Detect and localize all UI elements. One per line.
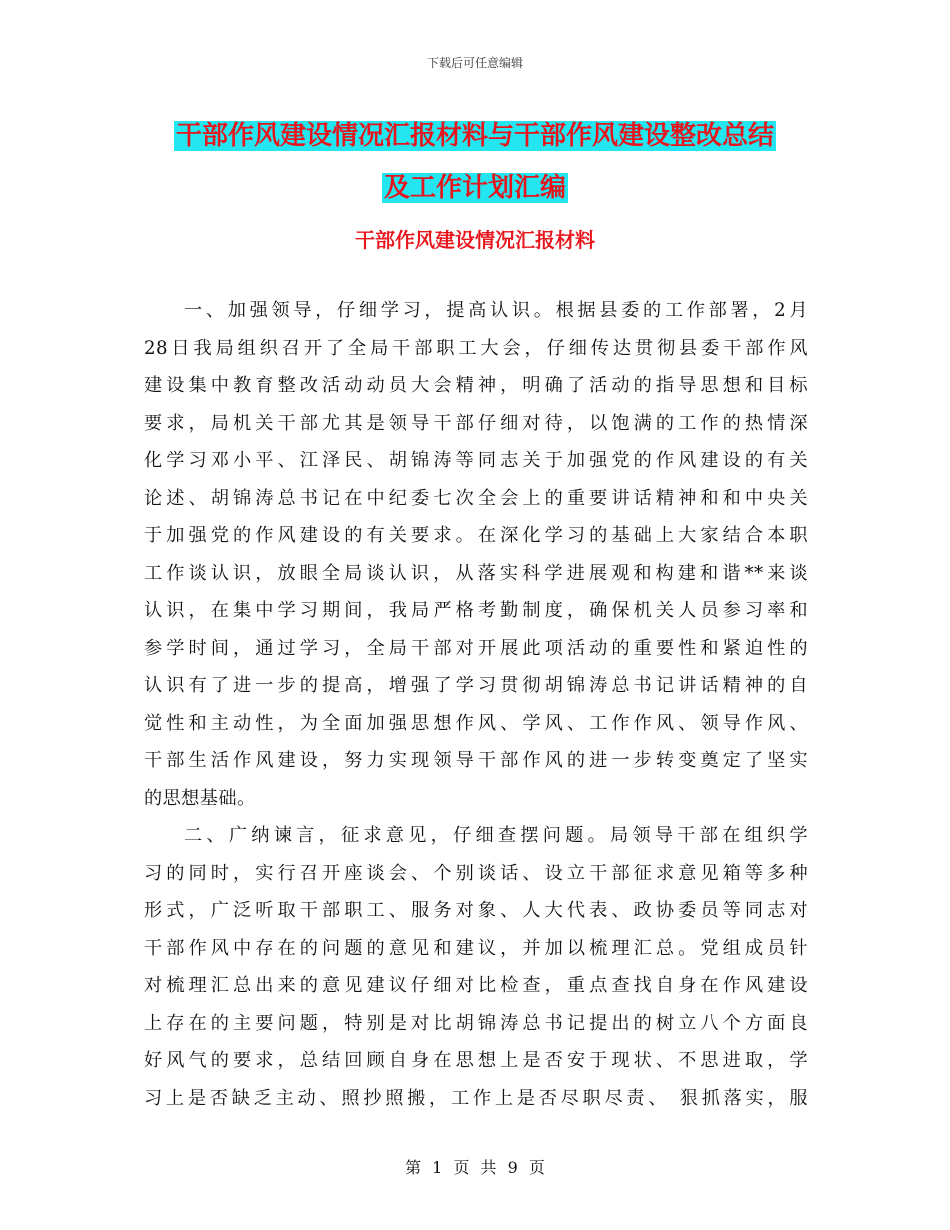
body-line: 28日我局组织召开了全局干部职工大会，仔细传达贯彻县委干部作风 <box>144 337 808 359</box>
body-line: 要求，局机关干部尤其是领导干部仔细对待，以饱满的工作的热情深 <box>144 412 808 434</box>
document-title <box>0 110 950 214</box>
body-line: 上存在的主要问题，特别是对比胡锦涛总书记提出的树立八个方面良 <box>144 1012 808 1034</box>
body-line: 工作谈认识，放眼全局谈认识，从落实科学进展观和构建和谐**来谈 <box>144 562 808 584</box>
body-line: 的思想基础。 <box>144 787 256 809</box>
section-title: 干部作风建设情况汇报材料 <box>355 228 595 252</box>
body-line: 于加强党的作风建设的有关要求。在深化学习的基础上大家结合本职 <box>144 525 808 546</box>
body-line: 形式，广泛听取干部职工、服务对象、人大代表、政协委员等同志对 <box>144 900 808 921</box>
body-line: 参学时间，通过学习，全局干部对开展此项活动的重要性和紧迫性的 <box>144 637 808 659</box>
title-line-2: 及工作计划汇编 <box>383 173 566 203</box>
header-note: 下载后可任意编辑 <box>426 56 523 70</box>
body-line: 习的同时，实行召开座谈会、个别谈话、设立干部征求意见箱等多种 <box>144 862 808 884</box>
paragraph-2 <box>144 817 808 1117</box>
paragraph-1 <box>144 292 808 817</box>
body-line: 论述、胡锦涛总书记在中纪委七次全会上的重要讲话精神和和中央关 <box>144 487 808 509</box>
body-line: 觉性和主动性，为全面加强思想作风、学风、工作作风、领导作风、 <box>144 712 808 734</box>
document-body <box>144 292 808 1117</box>
body-line: 认识有了进一步的提高，增强了学习贯彻胡锦涛总书记讲话精神的自 <box>144 675 808 696</box>
body-line: 一、加强领导，仔细学习，提高认识。根据县委的工作部署，2月 <box>184 300 808 321</box>
title-line-1: 干部作风建设情况汇报材料与干部作风建设整改总结 <box>175 121 774 151</box>
body-line: 干部作风中存在的问题的意见和建议，并加以梳理汇总。党组成员针 <box>144 937 808 959</box>
body-line: 习上是否缺乏主动、照抄照搬，工作上是否尽职尽责、 狠抓落实，服 <box>144 1087 808 1109</box>
body-line: 二、广纳谏言，征求意见，仔细查摆问题。局领导干部在组织学 <box>184 825 808 846</box>
body-line: 认识，在集中学习期间，我局严格考勤制度，确保机关人员参习率和 <box>144 600 808 621</box>
body-line: 对梳理汇总出来的意见建议仔细对比检查，重点查找自身在作风建设 <box>144 975 808 996</box>
body-line: 建设集中教育整改活动动员大会精神，明确了活动的指导思想和目标 <box>144 375 808 396</box>
body-line: 好风气的要求，总结回顾自身在思想上是否安于现状、不思进取，学 <box>144 1050 808 1071</box>
body-line: 干部生活作风建设，努力实现领导干部作风的进一步转变奠定了坚实 <box>144 750 808 771</box>
page-footer: 第 1 页 共 9 页 <box>405 1158 545 1177</box>
body-line: 化学习邓小平、江泽民、胡锦涛等同志关于加强党的作风建设的有关 <box>144 450 808 471</box>
